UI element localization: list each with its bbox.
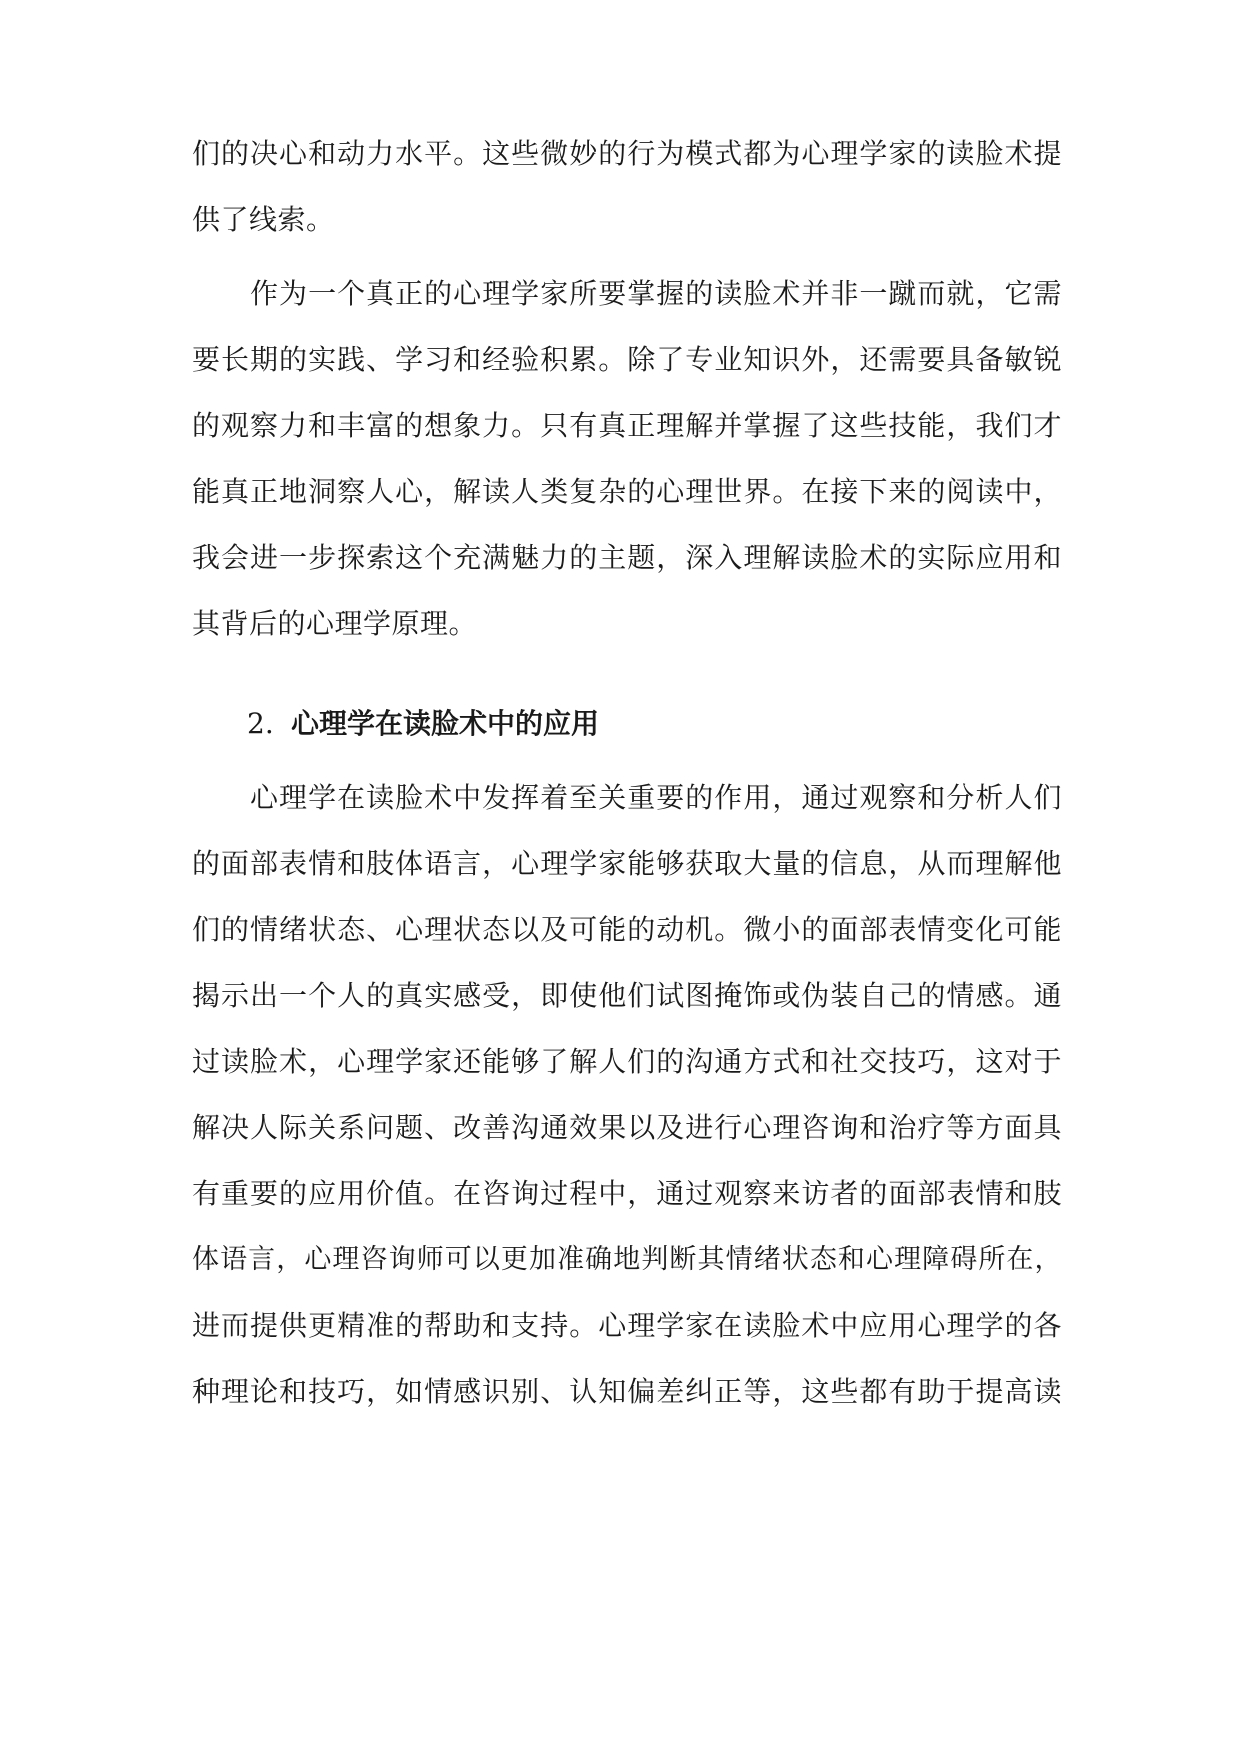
text-line: 种理论和技巧，如情感识别、认知偏差纠正等，这些都有助于提高读 — [192, 1375, 1062, 1408]
text-line: 其背后的心理学原理。 — [192, 607, 478, 640]
text-line: 能真正地洞察人心，解读人类复杂的心理世界。在接下来的阅读中， — [192, 475, 1062, 508]
text-line: 们的决心和动力水平。这些微妙的行为模式都为心理学家的读脸术提 — [192, 137, 1062, 170]
text-line: 解决人际关系问题、改善沟通效果以及进行心理咨询和治疗等方面具 — [192, 1111, 1062, 1144]
text-line: 我会进一步探索这个充满魅力的主题，深入理解读脸术的实际应用和 — [192, 541, 1062, 574]
text-line: 要长期的实践、学习和经验积累。除了专业知识外，还需要具备敏锐 — [192, 343, 1062, 376]
text-line: 们的情绪状态、心理状态以及可能的动机。微小的面部表情变化可能 — [192, 913, 1062, 946]
section-heading — [247, 704, 599, 744]
text-line: 体语言，心理咨询师可以更加准确地判断其情绪状态和心理障碍所在， — [192, 1244, 1062, 1275]
text-line: 的观察力和丰富的想象力。只有真正理解并掌握了这些技能，我们才 — [192, 409, 1062, 442]
text-line: 有重要的应用价值。在咨询过程中，通过观察来访者的面部表情和肢 — [192, 1177, 1062, 1210]
text-line: 心理学在读脸术中发挥着至关重要的作用，通过观察和分析人们 — [192, 781, 1062, 814]
text-line: 揭示出一个人的真实感受，即使他们试图掩饰或伪装自己的情感。通 — [192, 979, 1062, 1012]
section-number: 2. — [247, 707, 274, 740]
section-title: 心理学在读脸术中的应用 — [291, 707, 600, 740]
text-line: 供了线索。 — [192, 203, 335, 236]
text-line: 进而提供更精准的帮助和支持。心理学家在读脸术中应用心理学的各 — [192, 1309, 1062, 1342]
text-line: 过读脸术，心理学家还能够了解人们的沟通方式和社交技巧，这对于 — [192, 1045, 1062, 1078]
text-line: 的面部表情和肢体语言，心理学家能够获取大量的信息，从而理解他 — [192, 847, 1062, 880]
text-line: 作为一个真正的心理学家所要掌握的读脸术并非一蹴而就，它需 — [192, 277, 1062, 310]
